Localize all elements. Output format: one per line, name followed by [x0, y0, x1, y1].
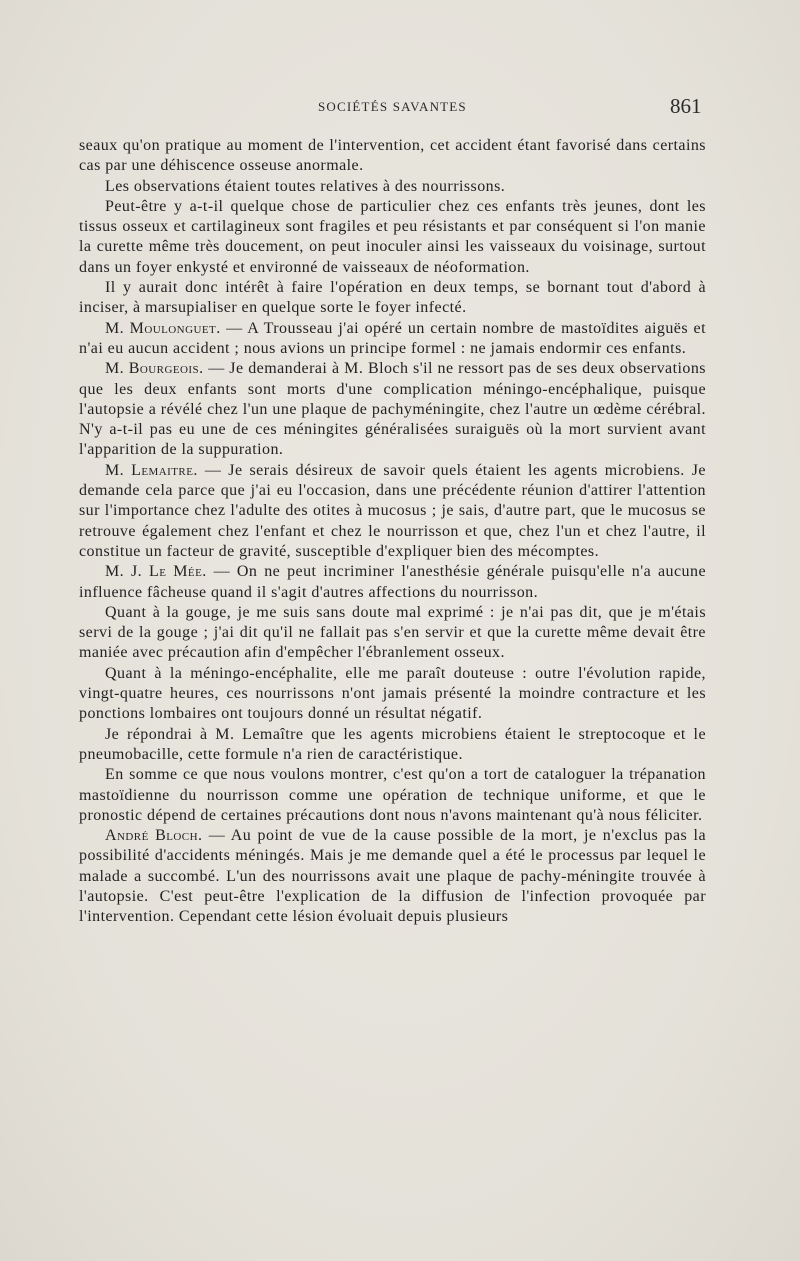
paragraph: [79, 319, 706, 360]
running-head: SOCIÉTÉS SAVANTES: [318, 99, 467, 114]
paragraph: [79, 603, 706, 664]
page-header: [0, 94, 800, 118]
paragraph: [79, 197, 706, 278]
paragraph-text: Je répondrai à M. Lemaître que les agents microbiens étaient le streptocoque et le pneumobacille, cette formule n'a rien de caractéristique.: [79, 725, 706, 763]
paragraph: [79, 359, 706, 460]
paragraph-text: — A Trousseau j'ai opéré un certain nombre de mastoïdites aiguës et n'ai eu aucun accident ; nous avions un principe formel : ne jamais endormir ces enfants.: [79, 319, 706, 357]
paragraph-text: Les observations étaient toutes relatives à des nourrissons.: [105, 177, 506, 195]
paragraph: [79, 136, 706, 177]
paragraph-text: Quant à la gouge, je me suis sans doute mal exprimé : je n'ai pas dit, que je m'étais servi de la gouge ; j'ai dit qu'il ne fallait pas s'en servir et que la curette même devait être maniée avec précaution afin d'empêcher l'ébranlement osseux.: [79, 603, 706, 662]
paragraph-text: Peut-être y a-t-il quelque chose de particulier chez ces enfants très jeunes, dont les tissus osseux et cartilagineux sont fragiles et peu résistants et par conséquent si l'on manie la curette même très doucement, on peut inoculer ainsi les vaisseaux du voisinage, surtout dans un foyer enkysté et environné de vaisseaux de néoformation.: [79, 197, 706, 276]
paragraph-text: Quant à la méningo-encéphalite, elle me paraît douteuse : outre l'évolution rapide, vingt-quatre heures, ces nourrissons n'ont jamais présenté la moindre contracture et les ponctions lombaires ont toujours donné un résultat négatif.: [79, 664, 706, 723]
paragraph-text: En somme ce que nous voulons montrer, c'est qu'on a tort de cataloguer la trépanation mastoïdienne du nourrisson comme une opération de technique uniforme, et que le pronostic dépend de certaines précautions dont nous n'avons maintenant qu'à nous féliciter.: [79, 766, 706, 824]
page-number: 861: [670, 94, 702, 118]
paragraph: [79, 664, 706, 725]
speaker-name: André Bloch.: [105, 827, 203, 845]
paragraph-text: — Au point de vue de la cause possible de la mort, je n'exclus pas la possibilité d'accidents méningés. Mais je me demande quel a été le processus par lequel le malade a succombé. L'un des nourrissons avait une plaque de pachy-méningite trouvée à l'autopsie. C'est peut-être l'explication de la diffusion de l'infection provoquée par l'intervention. Cependant cette lésion évoluait depuis plusieurs: [79, 827, 707, 926]
paragraph: [79, 765, 706, 826]
speaker-name: M. Moulonguet.: [105, 319, 221, 337]
paragraph-text: Il y aurait donc intérêt à faire l'opération en deux temps, se bornant tout d'abord à inciser, à marsupialiser en quelque sorte le foyer infecté.: [79, 279, 706, 317]
paragraph: [79, 177, 706, 197]
speaker-name: M. J. Le Mée.: [105, 563, 207, 581]
paragraph: [79, 826, 706, 927]
paragraph: [79, 562, 706, 603]
speaker-name: M. Lemaitre.: [105, 461, 198, 479]
paragraph: [79, 278, 706, 319]
paragraph: [79, 725, 706, 766]
paragraph-text: — On ne peut incriminer l'anesthésie générale puisqu'elle n'a aucune influence fâcheuse quand il s'agit d'autres affections du nourrisson.: [79, 563, 706, 601]
paragraph-text: — Je demanderai à M. Bloch s'il ne ressort pas de ses deux observations que les deux enfants sont morts d'une complication méningo-encéphalique, puisque l'autopsie a révélé chez l'un une plaque de pachyméningite, chez l'autre un œdème cérébral. N'y a-t-il pas eu une de ces méningites généralisées suraiguës où la mort survient avant l'apparition de la suppuration.: [79, 360, 706, 459]
speaker-name: M. Bourgeois.: [105, 360, 204, 378]
paragraph-text: seaux qu'on pratique au moment de l'intervention, cet accident étant favorisé dans certains cas par une déhiscence osseuse anormale.: [79, 137, 706, 175]
paragraph: [79, 461, 706, 562]
body-text: [79, 136, 706, 928]
paragraph-text: — Je serais désireux de savoir quels étaient les agents microbiens. Je demande cela parce que j'ai eu l'occasion, dans une précédente réunion d'attirer l'attention sur l'importance chez l'adulte des otites à mucosus ; je sais, d'autre part, que le mucosus se retrouve également chez l'enfant et chez le nourrisson et que, chez l'un et chez l'autre, il constitue un facteur de gravité, susceptible d'expliquer bien des mécomptes.: [79, 461, 706, 560]
